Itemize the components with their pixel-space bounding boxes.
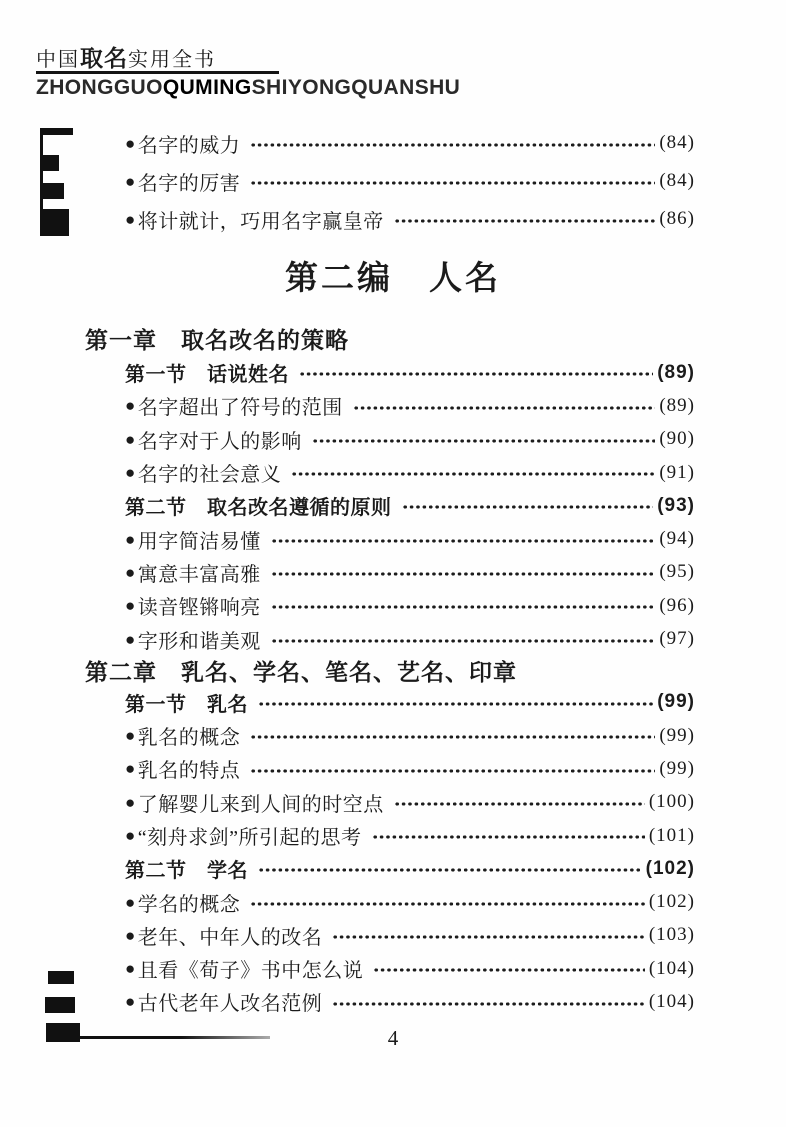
toc-entry-pageno: (95) [659, 561, 695, 583]
toc-entry-pageno: (91) [659, 461, 695, 483]
toc-entry-label: 古代老年人改名范例 [137, 993, 323, 1016]
toc-main [85, 320, 695, 1019]
toc-entry-pageno: (99) [659, 724, 695, 746]
bullet-icon: ● [125, 562, 136, 582]
toc-entry-row [85, 389, 695, 422]
toc-entry-pageno: (89) [657, 361, 695, 383]
toc-entry-row [85, 985, 695, 1018]
toc-entry-pageno: (84) [659, 170, 695, 191]
toc-entry-row [85, 752, 695, 785]
toc-entry-row [85, 786, 695, 819]
toc-entry-row [85, 885, 695, 918]
toc-entry-label: 老年、中年人的改名 [137, 926, 323, 949]
book-title-suffix: 实用全书 [128, 49, 216, 71]
dot-leader [258, 860, 642, 878]
dot-leader [271, 630, 656, 648]
bullet-icon: ● [125, 992, 136, 1012]
binding-mark-block [40, 209, 69, 236]
bullet-icon: ● [125, 826, 136, 845]
bullet-icon: ● [125, 925, 136, 945]
toc-entry-label: 名字的社会意义 [137, 464, 282, 487]
toc-entry-pageno: (97) [659, 628, 695, 650]
binding-mark-block [45, 997, 75, 1013]
toc-entry-label: 字形和谐美观 [137, 630, 261, 653]
toc-entry-label: 第一节 话说姓名 [125, 364, 289, 387]
toc-entry-row [85, 952, 695, 985]
toc-entry-label: 名字的威力 [137, 134, 241, 157]
toc-entry-pageno: (104) [648, 990, 695, 1012]
dot-leader [250, 172, 655, 190]
toc-entry-row [85, 919, 695, 952]
toc-entry-label: 用字简洁易懂 [137, 530, 261, 553]
bullet-icon: ● [125, 792, 136, 812]
toc-entry-label: 乳名的概念 [137, 727, 241, 750]
toc-entry-row [125, 124, 695, 162]
dot-leader [402, 497, 654, 515]
toc-section-row [85, 686, 695, 719]
bullet-icon: ● [125, 171, 136, 191]
dot-leader [332, 993, 645, 1011]
toc-entry-row [85, 456, 695, 489]
binding-mark-block [48, 971, 74, 984]
toc-entry-row [85, 719, 695, 752]
toc-entry-row [85, 556, 695, 589]
toc-entry-label: 将计就计，巧用名字赢皇帝 [137, 210, 384, 233]
dot-leader [353, 397, 656, 415]
binding-mark-block [40, 155, 59, 171]
toc-chapter-row [85, 320, 695, 356]
toc-entry-label: 且看《荀子》书中怎么说 [137, 960, 364, 983]
dot-leader [250, 893, 645, 911]
toc-entry-pageno: (104) [648, 957, 695, 979]
page-number: 4 [387, 1026, 399, 1050]
toc-entry-pageno: (89) [659, 394, 695, 416]
part-title: 第二编 人名 [285, 261, 501, 297]
dot-leader [394, 210, 656, 228]
book-title-chinese [36, 40, 216, 73]
dot-leader [271, 597, 656, 615]
bullet-icon: ● [125, 209, 136, 229]
toc-entry-pageno: (90) [659, 428, 695, 450]
toc-entry-pageno: (101) [648, 824, 695, 846]
toc-entry-pageno: (84) [659, 132, 695, 153]
toc-entry-row [85, 589, 695, 622]
book-title-brand: 取名 [80, 46, 128, 71]
dot-leader [332, 926, 645, 944]
toc-entry-pageno: (86) [659, 208, 695, 229]
toc-entry-label: 学名的概念 [137, 893, 241, 916]
toc-entry-label: 了解婴儿来到人间的时空点 [137, 793, 384, 816]
dot-leader [312, 430, 656, 448]
toc-entry-label: “刻舟求剑”所引起的思考 [137, 827, 362, 849]
dot-leader [258, 693, 653, 711]
toc-entry-pageno: (102) [648, 891, 695, 913]
toc-chapter-row [85, 656, 695, 686]
bullet-icon: ● [125, 726, 136, 746]
bullet-icon: ● [125, 959, 136, 979]
toc-entry-pageno: (99) [657, 691, 695, 713]
book-title-pinyin [36, 76, 460, 100]
dot-leader [250, 760, 655, 778]
dot-leader [299, 364, 653, 382]
bullet-icon: ● [125, 629, 136, 649]
toc-entry-pageno: (100) [648, 791, 695, 813]
dot-leader [394, 793, 645, 811]
dot-leader [271, 563, 656, 581]
dot-leader [372, 827, 645, 845]
toc-entry-pageno: (99) [659, 757, 695, 779]
bullet-icon: ● [125, 596, 136, 616]
binding-mark-top-bar [40, 128, 73, 135]
toc-entry-label: 乳名的特点 [137, 760, 241, 783]
toc-entry-label: 第一章 取名改名的策略 [85, 326, 349, 353]
toc-entry-row [125, 200, 695, 238]
toc-entry-pageno: (93) [657, 494, 695, 516]
toc-entry-label: 第二节 学名 [125, 860, 248, 883]
running-head [36, 40, 216, 73]
binding-mark-block [40, 183, 64, 199]
bullet-icon: ● [125, 529, 136, 549]
bullet-icon: ● [125, 429, 136, 449]
pinyin-prefix: ZHONGGUO [36, 76, 163, 99]
toc-entry-label: 读音铿锵响亮 [137, 597, 261, 620]
dot-leader [373, 960, 645, 978]
dot-leader [250, 727, 655, 745]
dot-leader [291, 464, 655, 482]
toc-entry-label: 第一节 乳名 [125, 693, 248, 716]
toc-entry-row [85, 423, 695, 456]
toc-entry-label: 寓意丰富高雅 [137, 563, 261, 586]
toc-section-row [85, 356, 695, 389]
toc-section-row [85, 489, 695, 522]
toc-section-row [85, 852, 695, 885]
toc-entry-label: 第二节 取名改名遵循的原则 [125, 497, 392, 520]
toc-entry-pageno: (96) [659, 594, 695, 616]
bullet-icon: ● [125, 892, 136, 912]
toc-entry-pageno: (94) [659, 528, 695, 550]
toc-top-list [125, 124, 695, 238]
bullet-icon: ● [125, 133, 136, 153]
dot-leader [271, 530, 656, 548]
pinyin-suffix: SHIYONGQUANSHU [251, 76, 461, 99]
toc-entry-row [85, 819, 695, 852]
toc-entry-label: 第二章 乳名、学名、笔名、艺名、印章 [85, 659, 517, 686]
bullet-icon: ● [125, 463, 136, 483]
toc-entry-label: 名字的厉害 [137, 172, 241, 195]
toc-entry-row [85, 622, 695, 655]
bullet-icon: ● [125, 396, 136, 416]
book-title-prefix: 中国 [36, 49, 80, 71]
dot-leader [250, 134, 655, 152]
header-rule [36, 71, 279, 74]
toc-entry-pageno: (103) [648, 924, 695, 946]
toc-entry-label: 名字超出了符号的范围 [137, 397, 343, 420]
toc-entry-row [85, 522, 695, 555]
toc-entry-pageno: (102) [645, 857, 695, 879]
toc-entry-label: 名字对于人的影响 [137, 430, 302, 453]
bullet-icon: ● [125, 759, 136, 779]
pinyin-brand: QUMING [162, 76, 252, 99]
toc-entry-row [125, 162, 695, 200]
